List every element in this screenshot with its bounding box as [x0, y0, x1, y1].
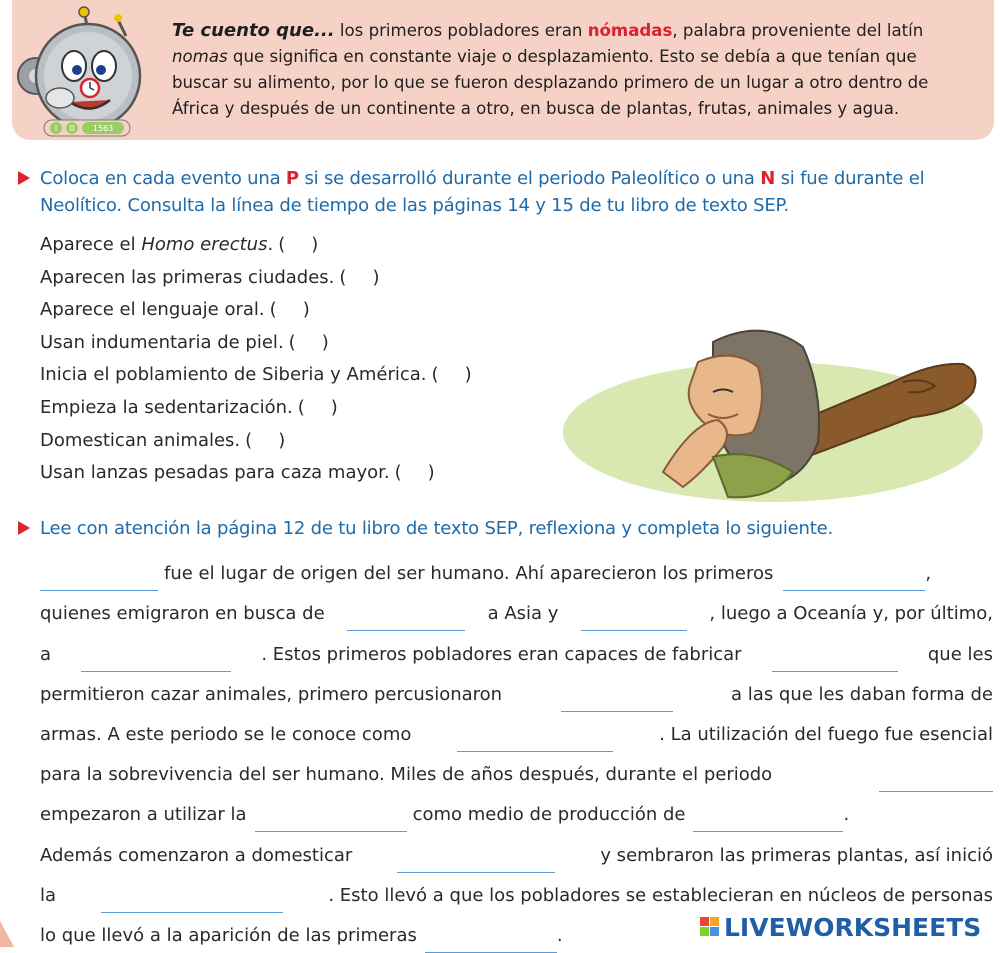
- paragraph-line-8: [40, 832, 993, 872]
- paragraph-text: y sembraron las primeras plantas, así inició: [600, 844, 993, 866]
- blank-input[interactable]: [783, 568, 925, 591]
- paragraph-line-2: [40, 591, 993, 631]
- paren-close: ): [464, 364, 472, 386]
- blank-input[interactable]: [693, 809, 843, 832]
- paragraph-text: a: [40, 643, 52, 665]
- answer-box[interactable]: [278, 232, 318, 258]
- fill-in-paragraph: [40, 551, 993, 953]
- paragraph-line-7: [40, 792, 993, 832]
- paragraph-text: la: [40, 884, 57, 906]
- paren-close: ): [302, 299, 310, 321]
- event-item: [40, 395, 472, 428]
- event-item: [40, 232, 472, 265]
- paren-open: (: [269, 299, 277, 321]
- event-text: Aparece el: [40, 234, 142, 255]
- paragraph-text: como medio de producción de: [412, 804, 686, 826]
- bullet-triangle-icon: [18, 171, 30, 185]
- event-text: Aparecen las primeras ciudades.: [40, 266, 335, 288]
- answer-box[interactable]: [432, 362, 472, 388]
- robot-badge-2: II: [69, 124, 75, 133]
- event-item: [40, 460, 472, 493]
- logo-square-icon: [710, 917, 719, 926]
- paren-close: ): [311, 234, 319, 255]
- letter-n: N: [760, 168, 776, 189]
- logo-square-icon: [710, 927, 719, 936]
- paragraph-text: Además comenzaron a domesticar: [40, 844, 353, 866]
- paragraph-text: .: [556, 924, 563, 946]
- answer-box[interactable]: [298, 395, 338, 421]
- paragraph-line-9: [40, 873, 993, 913]
- blank-input[interactable]: [457, 729, 613, 752]
- paragraph-text: empezaron a utilizar la: [40, 804, 247, 826]
- instruction-1-text-b: si se desarrolló durante el periodo Paleolítico o una: [298, 168, 761, 189]
- event-item: [40, 428, 472, 461]
- paren-open: (: [394, 462, 402, 484]
- paren-open: (: [431, 364, 439, 386]
- blank-input[interactable]: [879, 769, 993, 792]
- caveman-illustration: [563, 322, 983, 502]
- blank-input[interactable]: [40, 568, 158, 591]
- paren-close: ): [278, 429, 286, 451]
- event-item: [40, 265, 472, 298]
- bullet-triangle-icon: [18, 521, 30, 535]
- event-text: Usan lanzas pesadas para caza mayor.: [40, 462, 390, 484]
- paragraph-text: lo que llevó a la aparición de las primeras: [40, 924, 417, 946]
- blank-input[interactable]: [772, 649, 898, 672]
- paren-close: ): [330, 396, 338, 418]
- instruction-2-text: Lee con atención la página 12 de tu libro de texto SEP, reflexiona y completa lo siguiente.: [40, 518, 834, 539]
- blank-input[interactable]: [561, 689, 673, 712]
- logo-square-icon: [700, 917, 709, 926]
- logo-square-icon: [700, 927, 709, 936]
- paragraph-text: a Asia y: [487, 603, 559, 625]
- paragraph-line-6: [40, 752, 993, 792]
- paragraph-text: , luego a Oceanía y, por último,: [709, 603, 993, 625]
- answer-box[interactable]: [339, 265, 379, 291]
- paragraph-text: permitieron cazar animales, primero percusionaron: [40, 683, 503, 705]
- paragraph-text: quienes emigraron en busca de: [40, 603, 325, 625]
- paragraph-text: fue el lugar de origen del ser humano. Ahí aparecieron los primeros: [164, 563, 774, 585]
- paren-close: ): [321, 331, 329, 353]
- paren-open: (: [288, 331, 296, 353]
- paren-close: ): [372, 266, 380, 288]
- instruction-2: [18, 515, 996, 542]
- instruction-1-text-c: si fue durante el Neolítico. Consulta la línea de tiempo de las páginas 14 y 15 de tu libro de texto SEP.: [40, 168, 925, 216]
- intro-part1: los primeros pobladores eran: [334, 21, 588, 40]
- blank-input[interactable]: [347, 608, 465, 631]
- event-text: Empieza la sedentarización.: [40, 396, 293, 418]
- paren-close: ): [427, 462, 435, 484]
- blank-input[interactable]: [397, 850, 555, 873]
- answer-box[interactable]: [289, 330, 329, 356]
- logo-mark-icon: [700, 917, 720, 937]
- blank-input[interactable]: [101, 890, 283, 913]
- paren-open: (: [278, 234, 286, 255]
- page-corner-decoration: [0, 921, 14, 947]
- paragraph-text: armas. A este periodo se le conoce como: [40, 723, 412, 745]
- paragraph-text: para la sobrevivencia del ser humano. Miles de años después, durante el periodo: [40, 764, 773, 786]
- paragraph-line-3: [40, 631, 993, 671]
- blank-input[interactable]: [581, 608, 687, 631]
- paragraph-text: .: [843, 804, 850, 826]
- blank-input[interactable]: [81, 649, 231, 672]
- paragraph-text: . La utilización del fuego fue esencial: [659, 723, 993, 745]
- answer-box[interactable]: [395, 460, 435, 486]
- paragraph-line-5: [40, 712, 993, 752]
- paragraph-text: ,: [925, 563, 932, 585]
- intro-part2: , palabra proveniente del latín: [672, 21, 924, 40]
- event-item: [40, 362, 472, 395]
- robot-mascot-icon: [14, 6, 146, 138]
- event-text-italic: Homo erectus: [141, 234, 268, 255]
- intro-text: [172, 18, 972, 122]
- answer-box[interactable]: [245, 428, 285, 454]
- paragraph-line-4: [40, 672, 993, 712]
- answer-box[interactable]: [270, 297, 310, 323]
- event-text: Aparece el lenguaje oral.: [40, 299, 265, 321]
- paragraph-line-1: [40, 551, 993, 591]
- event-text-post: .: [267, 234, 274, 255]
- paren-open: (: [339, 266, 347, 288]
- intro-part3: que significa en constante viaje o desplazamiento. Esto se debía a que tenían que buscar su alimento, por lo que se fueron desplazando primero de un lugar a otro dentro de África y después de un continente a otro, en busca de plantas, frutas, animales y agua.: [172, 47, 929, 118]
- intro-highlight: nómadas: [587, 21, 673, 40]
- logo-text: LIVEWORKSHEETS: [724, 912, 982, 942]
- event-text: Inicia el poblamiento de Siberia y América.: [40, 364, 427, 386]
- paragraph-text: que les: [927, 643, 993, 665]
- paragraph-text: a las que les daban forma de: [731, 683, 993, 705]
- paragraph-text: . Estos primeros pobladores eran capaces de fabricar: [261, 643, 742, 665]
- paren-open: (: [297, 396, 305, 418]
- instruction-1-text-a: Coloca en cada evento una: [40, 168, 286, 189]
- paren-open: (: [245, 429, 253, 451]
- instruction-1: [18, 165, 996, 219]
- robot-badge-3: 1563: [92, 124, 114, 133]
- blank-input[interactable]: [255, 809, 407, 832]
- event-item: [40, 330, 472, 363]
- intro-lead: Te cuento que...: [172, 20, 335, 41]
- liveworksheets-logo: [700, 912, 981, 942]
- intro-latin: nomas: [172, 47, 228, 66]
- event-text: Usan indumentaria de piel.: [40, 331, 284, 353]
- letter-p: P: [285, 168, 299, 189]
- robot-badge-1: I: [54, 124, 58, 133]
- paragraph-text: . Esto llevó a que los pobladores se establecieran en núcleos de personas: [328, 884, 993, 906]
- blank-input[interactable]: [425, 930, 557, 953]
- event-item: [40, 297, 472, 330]
- event-list: [40, 232, 472, 493]
- event-text: Domestican animales.: [40, 429, 241, 451]
